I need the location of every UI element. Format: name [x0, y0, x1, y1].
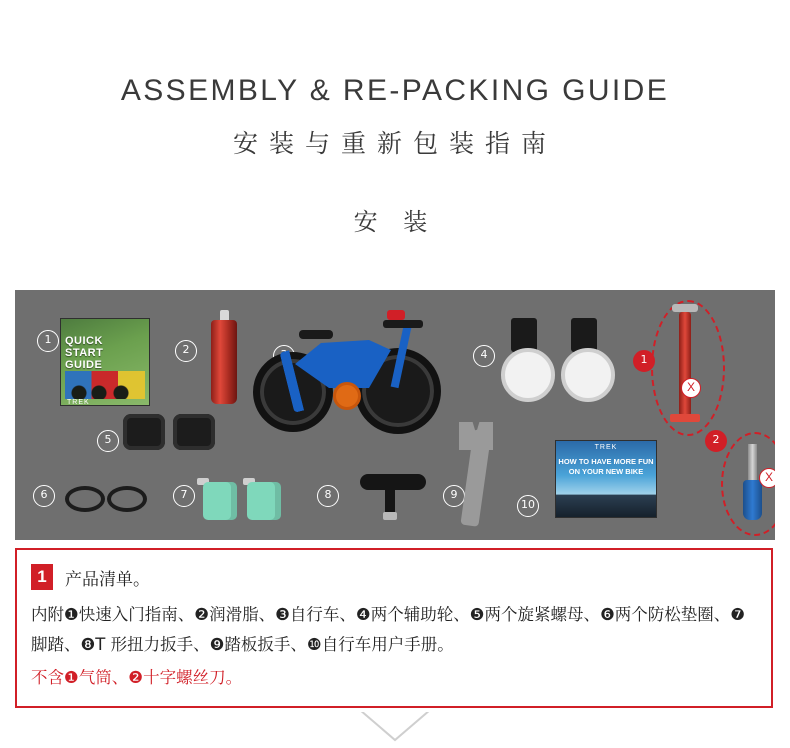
- pedal-wrench-head: [459, 422, 493, 450]
- caption-exclude-num-1: ❶: [64, 668, 79, 687]
- qsg-line1: QUICK: [65, 335, 103, 347]
- part-badge-7: 7: [173, 485, 195, 507]
- excluded-x-mark-2: X: [759, 468, 775, 488]
- caption-item-num-8: ❽: [80, 635, 96, 654]
- bike-crank: [333, 382, 361, 410]
- caption-exclude-label-1: 气筒、: [78, 668, 129, 687]
- caption-title: 产品清单。: [65, 569, 150, 590]
- pedal-left: [203, 482, 237, 520]
- caption-item-label-9: 踏板扳手、: [224, 635, 307, 654]
- page-title-en: ASSEMBLY & RE-PACKING GUIDE: [120, 74, 670, 107]
- caption-exclude-prefix: 不含: [31, 668, 64, 687]
- page-title-cn: 安装与重新包装指南: [232, 129, 557, 158]
- pump-foot: [670, 414, 700, 422]
- training-wheel-arm-right: [571, 318, 597, 352]
- chevron-down-icon: [360, 712, 430, 744]
- next-step-arrow-area: [0, 712, 790, 748]
- caption-item-num-1: ❶: [64, 605, 79, 624]
- pump-body: [679, 312, 691, 416]
- training-wheel-right: [561, 348, 615, 402]
- screwdriver-shaft: [748, 444, 757, 484]
- washer-right: [107, 486, 147, 512]
- caption-item-label-6: 两个防松垫圈、: [614, 605, 731, 624]
- pump-handle: [672, 304, 698, 312]
- excluded-badge-2: 2: [705, 430, 727, 452]
- lock-nut-left: [123, 414, 165, 450]
- caption-exclude-label-2: 十字螺丝刀。: [143, 668, 243, 687]
- part-badge-2: 2: [175, 340, 197, 362]
- caption-item-label-4: 两个辅助轮、: [370, 605, 470, 624]
- caption-item-num-9: ❾: [209, 635, 225, 654]
- part-badge-1: 1: [37, 330, 59, 352]
- caption-step-number: 1: [31, 564, 53, 590]
- caption-excluded-line: [17, 660, 771, 692]
- qsg-line3: GUIDE: [65, 359, 103, 371]
- manual-line2: ON YOUR NEW BIKE: [568, 467, 644, 476]
- part-badge-8: 8: [317, 485, 339, 507]
- caption-item-label-10: 自行车用户手册。: [321, 635, 454, 654]
- caption-item-label-1: 快速入门指南、: [78, 605, 195, 624]
- qsg-bike-illustration: [65, 371, 145, 399]
- t-wrench-tip: [383, 512, 397, 520]
- bike-handlebar-pad: [387, 310, 405, 320]
- caption-body-prefix: 内附: [31, 605, 64, 624]
- caption-item-label-7: 脚踏、: [31, 635, 81, 654]
- excluded-x-mark-1: X: [681, 378, 701, 398]
- training-wheel-arm-left: [511, 318, 537, 352]
- grease-tube-image: [211, 320, 237, 404]
- excluded-badge-1: 1: [633, 350, 655, 372]
- caption-exclude-num-2: ❷: [128, 668, 144, 687]
- caption-box: [15, 548, 773, 708]
- part-badge-10: 10: [517, 495, 539, 517]
- caption-item-num-7: ❼: [730, 605, 746, 624]
- training-wheel-left: [501, 348, 555, 402]
- caption-item-num-3: ❸: [275, 605, 290, 624]
- part-badge-6: 6: [33, 485, 55, 507]
- caption-header: [17, 550, 771, 590]
- page-header: [0, 0, 790, 237]
- caption-item-label-5: 两个旋紧螺母、: [484, 605, 600, 624]
- washer-left: [65, 486, 105, 512]
- manual-line1: HOW TO HAVE MORE FUN: [558, 457, 654, 466]
- t-wrench-stem: [385, 488, 395, 514]
- owners-manual-image: [555, 440, 657, 518]
- part-badge-4: 4: [473, 345, 495, 367]
- caption-item-num-5: ❺: [469, 605, 485, 624]
- caption-item-num-10: ❿: [306, 635, 322, 654]
- caption-item-label-8: T 形扭力扳手、: [95, 635, 210, 654]
- page-subtitle-cn: 安 装: [353, 208, 437, 236]
- bicycle-image: [247, 308, 443, 433]
- caption-body: [17, 590, 771, 660]
- part-badge-5: 5: [97, 430, 119, 452]
- caption-item-num-4: ❹: [355, 605, 371, 624]
- part-badge-9: 9: [443, 485, 465, 507]
- pedal-right: [247, 482, 281, 520]
- bike-saddle: [299, 330, 333, 339]
- caption-item-num-6: ❻: [599, 605, 615, 624]
- manual-brand: TREK: [594, 444, 618, 451]
- qsg-brand: TREK: [67, 399, 90, 406]
- caption-item-num-2: ❷: [194, 605, 210, 624]
- qsg-line2: START: [65, 347, 104, 359]
- screwdriver-handle: [743, 480, 762, 520]
- caption-item-label-2: 润滑脂、: [209, 605, 276, 624]
- bike-handlebar: [383, 320, 423, 328]
- quick-start-guide-image: [60, 318, 150, 406]
- caption-item-label-3: 自行车、: [289, 605, 356, 624]
- parts-layout-panel: [15, 290, 775, 540]
- lock-nut-right: [173, 414, 215, 450]
